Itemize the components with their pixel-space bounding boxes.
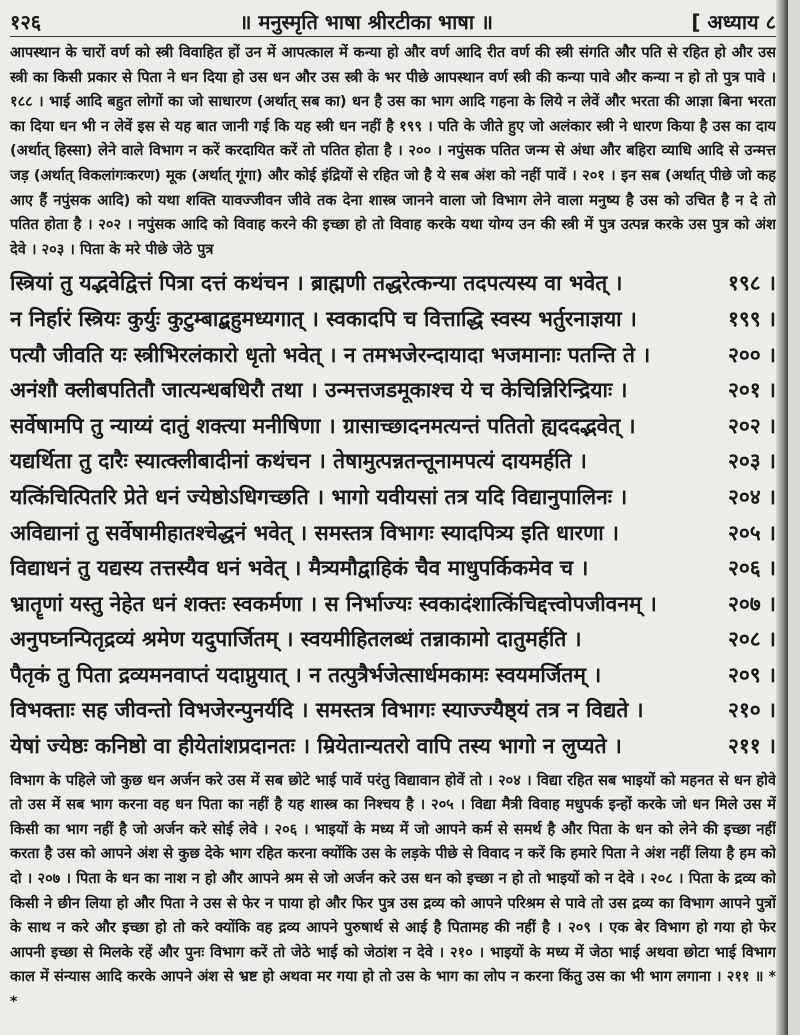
verse-number: २०७ । xyxy=(727,591,776,616)
verse-number: २०५ । xyxy=(727,520,776,545)
verse-text: भ्रातॄणां यस्तु नेहेत धनं शक्तः स्वकर्मणा । स निर्भाज्यः स्वकादंशात्किंचिद्दत्त्वोपजीवनम् । xyxy=(10,591,657,616)
verse-line xyxy=(10,729,776,765)
verse-number: २१० । xyxy=(727,698,776,723)
running-title: ॥ मनुस्मृति भाषा श्रीरटीका भाषा ॥ xyxy=(239,9,493,34)
verse-number: २०४ । xyxy=(727,484,776,509)
verse-line xyxy=(10,658,776,694)
commentary-text: विभाग के पहिले जो कुछ धन अर्जन करे उस में सब छोटे भाई पावें परंतु विद्यावान होवें तो । २०४ । विद्या रहित सब भाइयों को महनत से धन होवे तो उस में सब भाग करना वह धन पिता का नहीं है यह शास्त्र का निश्चय है । २०५ । विद्या मैत्री विवाह मधुपर्क इन्हों करके जो धन मिले उस में किसी का भाग नहीं है जो अर्जन करे सोई लेवे । २०६ । भाइयों के मध्य में जो आपने कर्म से समर्थ है और पिता के धन को लेने की इच्छा नहीं करता है उस को आपने अंश से कुछ देके भाग रहित करना क्योंकि उस के लड़के पीछे से विवाद न करें कि हमारे पिता ने अंश नहीं लिया है हम को दो । २०७ । पिता के धन का नाश न हो और आपने श्रम से जो अर्जन करे उस धन को इच्छा न हो तो भाइयों को न देवे । २०८ । पिता के द्रव्य को किसी ने छीन लिया हो और पिता ने उस से फेर न पाया हो और फिर पुत्र उस द्रव्य को आपने परिश्रम से पावे तो उस द्रव्य का विभाग आपने पुत्रों के साथ न करे और इच्छा हो तो करे क्योंकि वह द्रव्य आपने पुरुषार्थ से आई है पितामह की नहीं है । २०९ । एक बेर विभाग हो गया हो फेर आपनी इच्छा से मिलके रहें और पुनः विभाग करें तो जेठे भाई को जेठांश न देवे । २१० । भाइयों के मध्य में जेठा भाई अथवा छोटा भाई विभाग काल में संन्यास आदि करके आपने अंश से भ्रष्ट हो अथवा मर गया हो तो उस के भाग का लोप न करना किंतु उस का भी भाग लगाना । २११ ॥ xyxy=(10,771,776,986)
verse-text: अनुपघ्नन्पितृद्रव्यं श्रमेण यदुपार्जितम् । स्वयमीहितलब्धं तन्नाकामो दातुमर्हति । xyxy=(10,627,582,652)
verse-number: १९९ । xyxy=(727,306,776,331)
page-number: १२६ xyxy=(10,9,42,34)
verse-line xyxy=(10,480,776,516)
verse-line xyxy=(10,516,776,552)
verse-text: येषां ज्येष्ठः कनिष्ठो वा हीयेतांशप्रदानतः । म्रियेतान्यतरो वापि तस्य भागो न लुप्यते । xyxy=(10,734,622,759)
page-header xyxy=(10,6,776,37)
verse-text: स्त्रियां तु यद्भवेद्वित्तं पित्रा दत्तं कथंचन । ब्राह्मणी तद्धरेत्कन्या तदपत्यस्य वा भवेत् । xyxy=(10,271,623,296)
verse-line xyxy=(10,409,776,445)
ornament-stars: * * xyxy=(10,969,776,1010)
page-edge-shadow xyxy=(776,0,788,1035)
commentary-bottom xyxy=(10,769,776,1015)
verse-text: पत्यौ जीवति यः स्त्रीभिरलंकारो धृतो भवेत् । न तमभजेरन्दायादा भजमानाः पतन्ति ते । xyxy=(10,342,651,367)
verse-text: यत्किंचित्पितरि प्रेते धनं ज्येष्ठोऽधिगच्छति । भागो यवीयसां तत्र यदि विद्यानुपालिनः । xyxy=(10,484,628,509)
commentary-top xyxy=(10,41,776,262)
verse-text: अनंशौ क्लीबपतितौ जात्यन्धबधिरौ तथा । उन्मत्तजडमूकाश्च ये च केचिन्निरिन्द्रियाः । xyxy=(10,378,628,403)
verse-line xyxy=(10,338,776,374)
verse-number: २०१ । xyxy=(727,378,776,403)
verse-number: २०६ । xyxy=(727,556,776,581)
verse-line xyxy=(10,693,776,729)
verse-text: न निर्हारं स्त्रियः कुर्युः कुटुम्बाद्बहुमध्यगात् । स्वकादपि च वित्ताद्धि स्वस्य भर्तुरनाज्ञया । xyxy=(10,306,637,331)
verse-block xyxy=(10,266,776,764)
commentary-paragraph xyxy=(10,769,776,1015)
verse-text: सर्वेषामपि तु न्याय्यं दातुं शक्त्या मनीषिणा । ग्रासाच्छादनमत्यन्तं पतितो ह्यददद्भवेत् । xyxy=(10,413,636,438)
verse-line xyxy=(10,373,776,409)
verse-line xyxy=(10,302,776,338)
verse-text: अविद्यानां तु सर्वेषामीहातश्चेद्धनं भवेत् । समस्तत्र विभागः स्यादपित्र्य इति धारणा । xyxy=(10,520,620,545)
verse-number: २०३ । xyxy=(727,449,776,474)
verse-number: २०० । xyxy=(727,342,776,367)
verse-text: यद्यर्थिता तु दारैः स्यात्क्लीबादीनां कथंचन । तेषामुत्पन्नतन्तूनामपत्यं दायमर्हति । xyxy=(10,449,587,474)
verse-text: विभक्ताः सह जीवन्तो विभजेरन्पुनर्यदि । समस्तत्र विभागः स्याज्ज्यैष्ठ्यं तत्र न विद्यते । xyxy=(10,698,644,723)
verse-line xyxy=(10,622,776,658)
verse-line xyxy=(10,551,776,587)
verse-number: २०८ । xyxy=(727,627,776,652)
verse-text: विद्याधनं तु यद्यस्य तत्तस्यैव धनं भवेत् । मैत्र्यमौद्वाहिकं चैव माधुपर्किकमेव च । xyxy=(10,556,589,581)
verse-line xyxy=(10,266,776,302)
verse-number: १९८ । xyxy=(727,271,776,296)
verse-number: २११ । xyxy=(727,734,776,759)
verse-number: २०९ । xyxy=(727,662,776,687)
verse-line xyxy=(10,444,776,480)
verse-line xyxy=(10,587,776,623)
verse-number: २०२ । xyxy=(727,413,776,438)
chapter-label: [ अध्याय ८ xyxy=(691,9,776,34)
verse-text: पैतृकं तु पिता द्रव्यमनवाप्तं यदाप्नुयात् । न तत्पुत्रैर्भजेत्सार्धमकामः स्वयमर्जितम् । xyxy=(10,662,602,687)
commentary-paragraph: आपस्थान के चारों वर्ण को स्त्री विवाहित हों उन में आपत्काल में कन्या हो और वर्ण आदि रीत वर्ण की स्त्री संगति और पति से रहित हो और उस स्त्री का किसी प्रकार से पिता ने धन दिया हो उस धन और उस स्त्री के भर पीछे आपस्थान वर्ण स्त्री की कन्या पावे और कन्या न हो तो पुत्र पावे । १८८ । भाई आदि बहुत लोगों का जो साधारण (अर्थात् सब का) धन है उस का भाग आदि गहना के लिये न लेवें और भरता की आज्ञा बिना भरता का दिया धन भी न लेवें इस से यह बात जानी गई कि यह स्त्री धन नहीं है १९९ । पति के जीते हुए जो अलंकार स्त्री ने धारण किया है उस का दाय (अर्थात् हिस्सा) लेने वाले विभाग न करें करदायित करें तो पतित होता है । २०० । नपुंसक पतित जन्म से अंधा और बहिरा व्याधि आदि से उन्मत्त जड़ (अर्थात् विकलांगःकरण) मूक (अर्थात् गूंगा) और कोई इंद्रियों से रहित जो है ये सब अंश को नहीं पावें । २०१ । इन सब (अर्थात् पीछे जो कह आए हैं नपुंसक आदि) को यथा शक्ति यावज्जीवन जीवे तक देना शास्त्र जानने वाला जो विभाग लेने वाला मनुष्य है उस को उचित है न दे तो पतित होता है । २०२ । नपुंसक आदि को विवाह करने की इच्छा हो तो विवाह करके यथा योग्य उन की स्त्री में पुत्र उत्पन्न करके उस पुत्र को अंश देवे । २०३ । पिता के मरे पीछे जेठे पुत्र xyxy=(10,44,776,258)
